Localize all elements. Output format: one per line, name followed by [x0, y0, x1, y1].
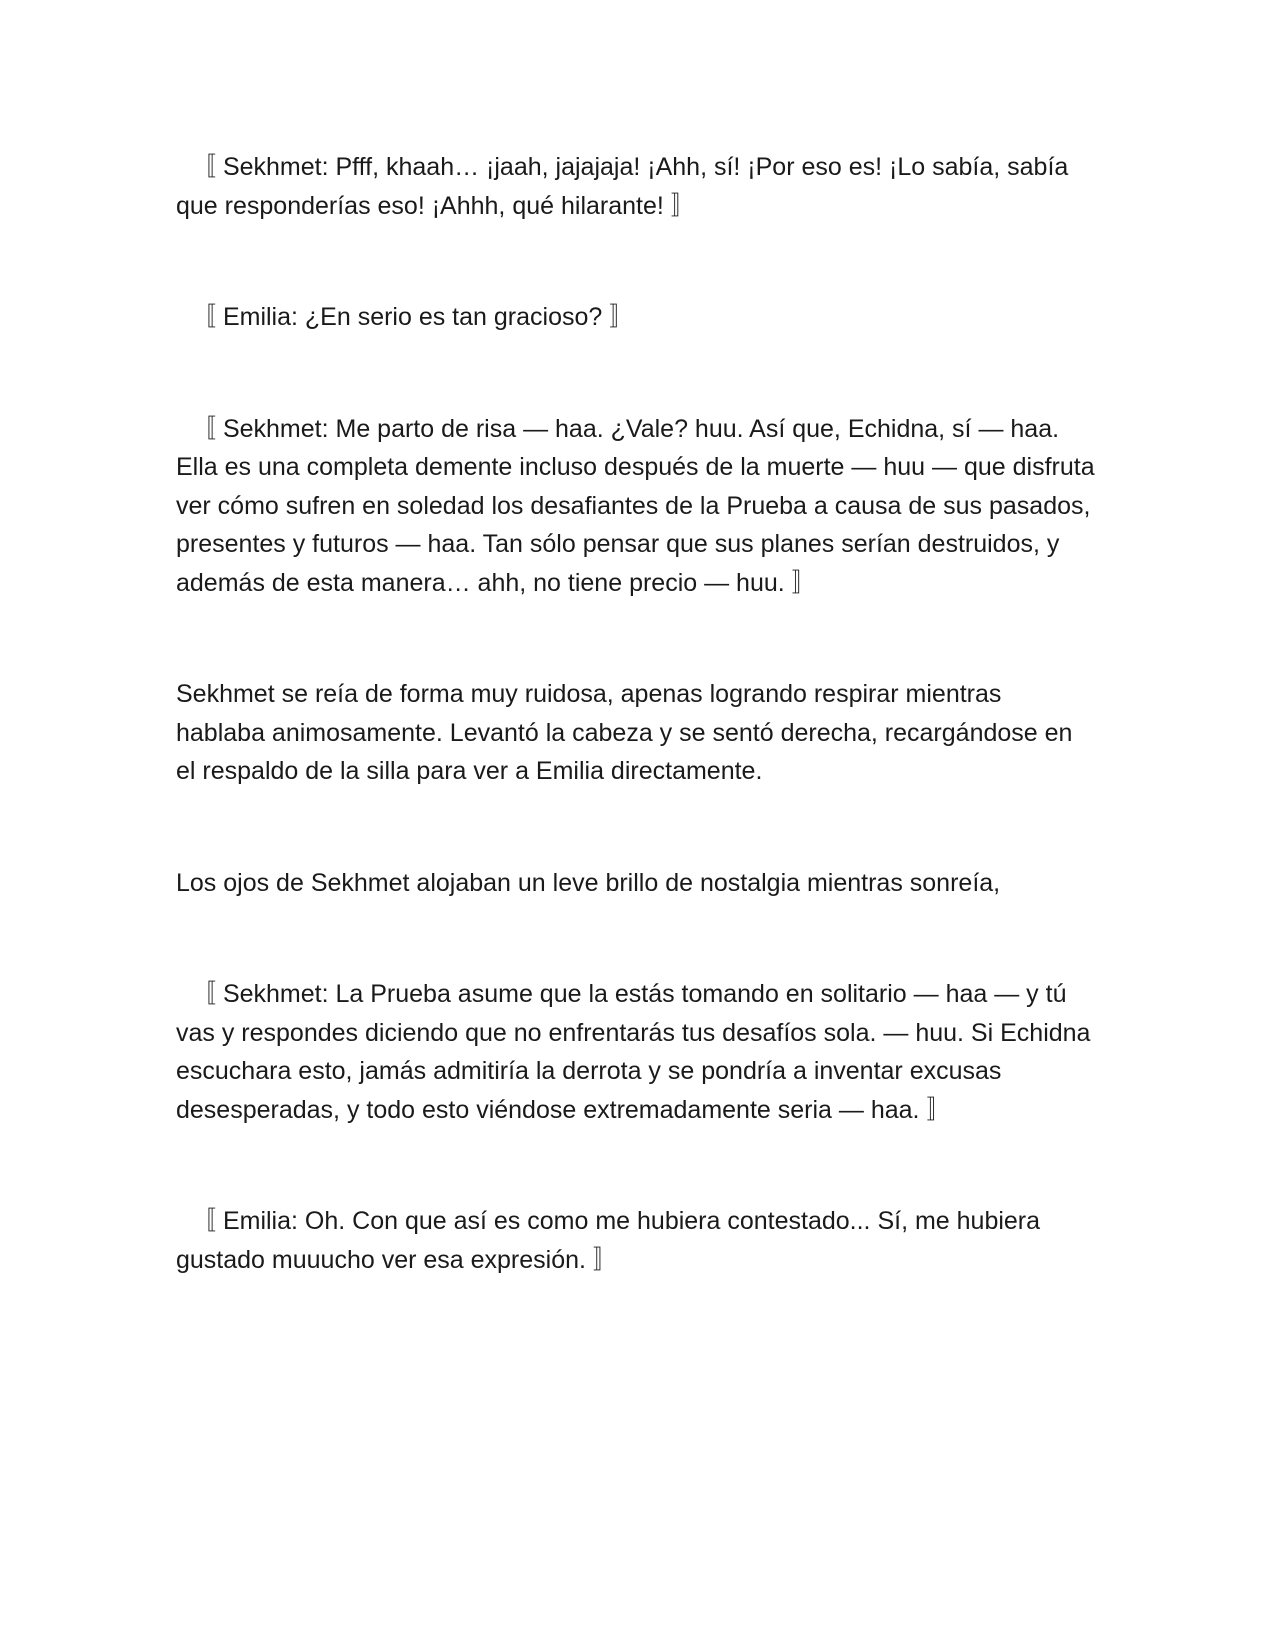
paragraph-narration-nostalgia: Los ojos de Sekhmet alojaban un leve brillo de nostalgia mientras sonreía,	[176, 868, 1001, 897]
paragraph-spacer	[176, 1129, 1096, 1202]
paragraph-narration-laughing: Sekhmet se reía de forma muy ruidosa, apenas logrando respirar mientras hablaba animosamente. Levantó la cabeza y se sentó derecha, recargándose en el respaldo de la silla para ver a Emilia directamente.	[176, 680, 1073, 785]
paragraph-spacer	[176, 602, 1096, 675]
paragraph-spacer	[176, 791, 1096, 864]
paragraph-spacer	[176, 902, 1096, 975]
document-page	[176, 148, 1096, 1279]
paragraph-sekhmet-laugh: 〚 Sekhmet: Pfff, khaah… ¡jaah, jajajaja! ¡Ahh, sí! ¡Por eso es! ¡Lo sabía, sabía que responderías eso! ¡Ahhh, qué hilarante! 〛	[176, 153, 1069, 220]
paragraph-spacer	[176, 225, 1096, 298]
paragraph-emilia-reply: 〚 Emilia: Oh. Con que así es como me hubiera contestado... Sí, me hubiera gustado muuucho ver esa expresión. 〛	[176, 1207, 1041, 1274]
paragraph-sekhmet-trial: 〚 Sekhmet: La Prueba asume que la estás tomando en solitario — haa — y tú vas y respondes diciendo que no enfrentarás tus desafíos sola. — huu. Si Echidna escuchara esto, jamás admitiría la derrota y se pondría a inventar excusas desesperadas, y todo esto viéndose extremadamente seria — haa. 〛	[176, 980, 1091, 1124]
paragraph-emilia-question: 〚 Emilia: ¿En serio es tan gracioso? 〛	[191, 303, 635, 331]
paragraph-sekhmet-echidna: 〚 Sekhmet: Me parto de risa — haa. ¿Vale? huu. Así que, Echidna, sí — haa. Ella es una completa demente incluso después de la muerte — huu — que disfruta ver cómo sufren en soledad los desafiantes de la Prueba a causa de sus pasados, presentes y futuros — haa. Tan sólo pensar que sus planes serían destruidos, y además de esta manera… ahh, no tiene precio — huu. 〛	[176, 414, 1095, 597]
paragraph-spacer	[176, 337, 1096, 410]
